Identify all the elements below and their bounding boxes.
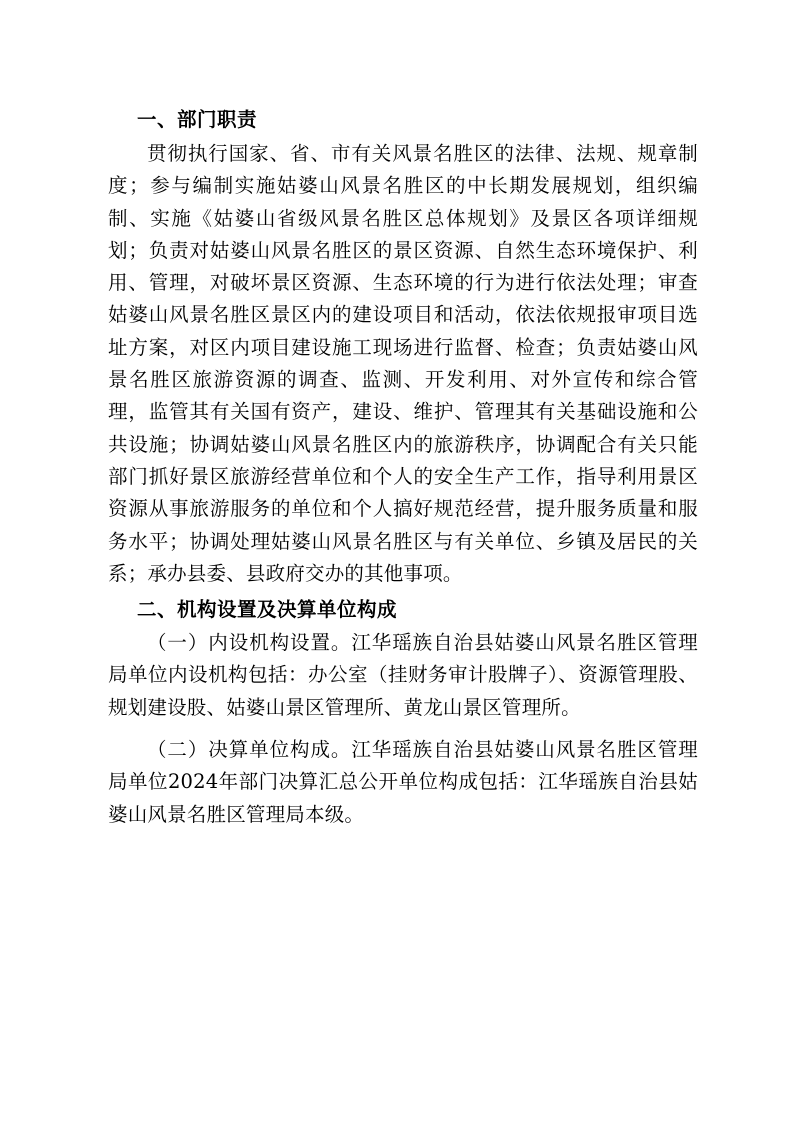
paragraph-accounting-units: （二）决算单位构成。江华瑶族自治县姑婆山风景名胜区管理局单位2024年部门决算汇总公开单位构成包括：江华瑶族自治县姑婆山风景名胜区管理局本级。 (108, 738, 698, 826)
section-heading-department-duties: 一、部门职责 (137, 108, 258, 131)
paragraph-department-duties: 贯彻执行国家、省、市有关风景名胜区的法律、法规、规章制度；参与编制实施姑婆山风景名胜区的中长期发展规划，组织编制、实施《姑婆山省级风景名胜区总体规划》及景区各项详细规划；负责对姑婆山风景名胜区的景区资源、自然生态环境保护、利用、管理，对破坏景区资源、生态环境的行为进行依法处理；审查姑婆山风景名胜区景区内的建设项目和活动，依法依规报审项目选址方案，对区内项目建设施工现场进行监督、检查；负责姑婆山风景名胜区旅游资源的调查、监测、开发利用、对外宣传和综合管理，监管其有关国有资产，建设、维护、管理其有关基础设施和公共设施；协调姑婆山风景名胜区内的旅游秩序，协调配合有关只能部门抓好景区旅游经营单位和个人的安全生产工作，指导利用景区资源从事旅游服务的单位和个人搞好规范经营，提升服务质量和服务水平；协调处理姑婆山风景名胜区与有关单位、乡镇及居民的关系；承办县委、县政府交办的其他事项。 (108, 142, 698, 585)
section-heading-organization: 二、机构设置及决算单位构成 (137, 598, 398, 622)
paragraph-internal-structure: （一）内设机构设置。江华瑶族自治县姑婆山风景名胜区管理局单位内设机构包括：办公室（挂财务审计股牌子）、资源管理股、规划建设股、姑婆山景区管理所、黄龙山景区管理所。 (108, 631, 698, 719)
document-body (108, 103, 698, 831)
